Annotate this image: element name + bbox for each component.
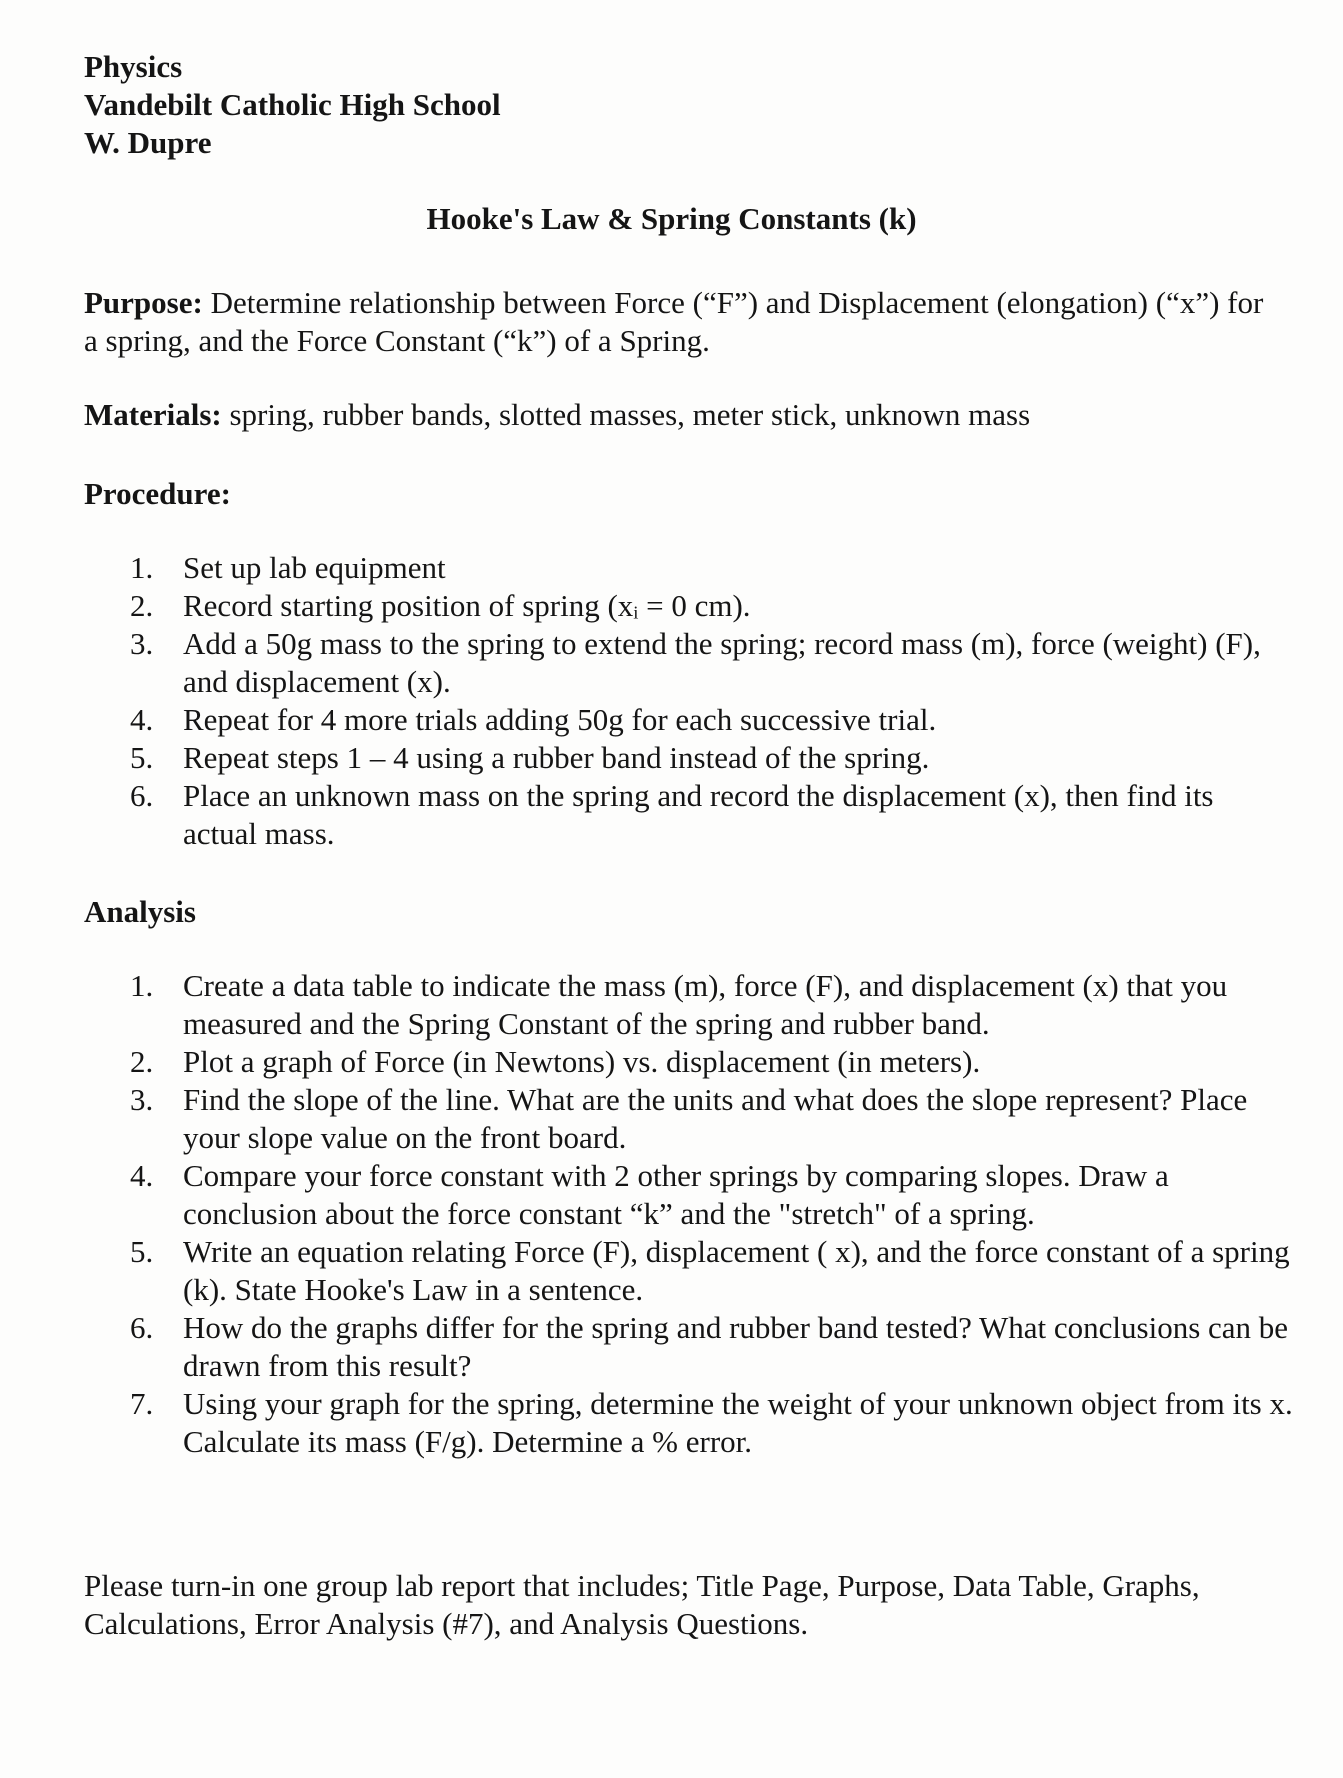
- document-header: [84, 48, 501, 162]
- procedure-step: [0, 549, 1293, 587]
- analysis-item: [0, 1309, 1293, 1385]
- step-number: 3.: [130, 626, 154, 661]
- item-number: 6.: [130, 1310, 154, 1345]
- school-name: Vandebilt Catholic High School: [84, 87, 501, 122]
- purpose-section: [84, 284, 1284, 360]
- item-text: Find the slope of the line. What are the units and what does the slope represent? Place your slope value on the front board.: [183, 1082, 1248, 1155]
- step-text: Repeat for 4 more trials adding 50g for each successive trial.: [183, 702, 937, 737]
- procedure-list: [0, 549, 1293, 853]
- step-number: 5.: [130, 740, 154, 775]
- item-number: 1.: [130, 968, 154, 1003]
- step-text: Repeat steps 1 – 4 using a rubber band instead of the spring.: [183, 740, 930, 775]
- analysis-heading: Analysis: [84, 894, 196, 929]
- procedure-heading: Procedure:: [84, 476, 231, 511]
- analysis-item: [0, 1157, 1293, 1233]
- teacher-name: W. Dupre: [84, 125, 212, 160]
- materials-section: [84, 396, 1284, 434]
- analysis-item: [0, 1081, 1293, 1157]
- materials-text: spring, rubber bands, slotted masses, meter stick, unknown mass: [221, 397, 1031, 432]
- item-number: 3.: [130, 1082, 154, 1117]
- analysis-item: [0, 1043, 1293, 1081]
- item-number: 7.: [130, 1386, 154, 1421]
- step-number: 2.: [130, 588, 154, 623]
- step-text: Add a 50g mass to the spring to extend the spring; record mass (m), force (weight) (F), and displacement (x).: [183, 626, 1261, 699]
- item-number: 5.: [130, 1234, 154, 1269]
- analysis-list: [0, 967, 1293, 1461]
- analysis-item: [0, 1385, 1293, 1461]
- item-number: 2.: [130, 1044, 154, 1079]
- procedure-step: [0, 587, 1293, 625]
- step-number: 6.: [130, 778, 154, 813]
- step-text: Place an unknown mass on the spring and record the displacement (x), then find its actual mass.: [183, 778, 1214, 851]
- materials-label: Materials:: [84, 397, 222, 432]
- analysis-item: [0, 1233, 1293, 1309]
- item-text: Create a data table to indicate the mass (m), force (F), and displacement (x) that you measured and the Spring Constant of the spring and rubber band.: [183, 968, 1228, 1041]
- step-text: Set up lab equipment: [183, 550, 446, 585]
- footer-note: Please turn-in one group lab report that includes; Title Page, Purpose, Data Table, Graphs, Calculations, Error Analysis (#7), and Analysis Questions.: [84, 1568, 1200, 1641]
- page-title: Hooke's Law & Spring Constants (k): [426, 201, 917, 236]
- course-name: Physics: [84, 49, 183, 84]
- item-text: Write an equation relating Force (F), displacement ( x), and the force constant of a spring (k). State Hooke's Law in a sentence.: [183, 1234, 1290, 1307]
- item-text: Using your graph for the spring, determine the weight of your unknown object from its x. Calculate its mass (F/g). Determine a % error.: [183, 1386, 1293, 1459]
- step-number: 1.: [130, 550, 154, 585]
- item-text: Plot a graph of Force (in Newtons) vs. displacement (in meters).: [183, 1044, 981, 1079]
- purpose-text: Determine relationship between Force (“F”) and Displacement (elongation) (“x”) for a spring, and the Force Constant (“k”) of a Spring.: [84, 285, 1264, 358]
- procedure-step: [0, 625, 1293, 701]
- analysis-item: [0, 967, 1293, 1043]
- procedure-step: [0, 777, 1293, 853]
- item-number: 4.: [130, 1158, 154, 1193]
- procedure-step: [0, 739, 1293, 777]
- purpose-label: Purpose:: [84, 285, 203, 320]
- step-text: Record starting position of spring (xᵢ = 0 cm).: [183, 588, 751, 623]
- procedure-step: [0, 701, 1293, 739]
- step-number: 4.: [130, 702, 154, 737]
- item-text: How do the graphs differ for the spring and rubber band tested? What conclusions can be drawn from this result?: [183, 1310, 1289, 1383]
- item-text: Compare your force constant with 2 other springs by comparing slopes. Draw a conclusion about the force constant “k” and the "stretch" of a spring.: [183, 1158, 1169, 1231]
